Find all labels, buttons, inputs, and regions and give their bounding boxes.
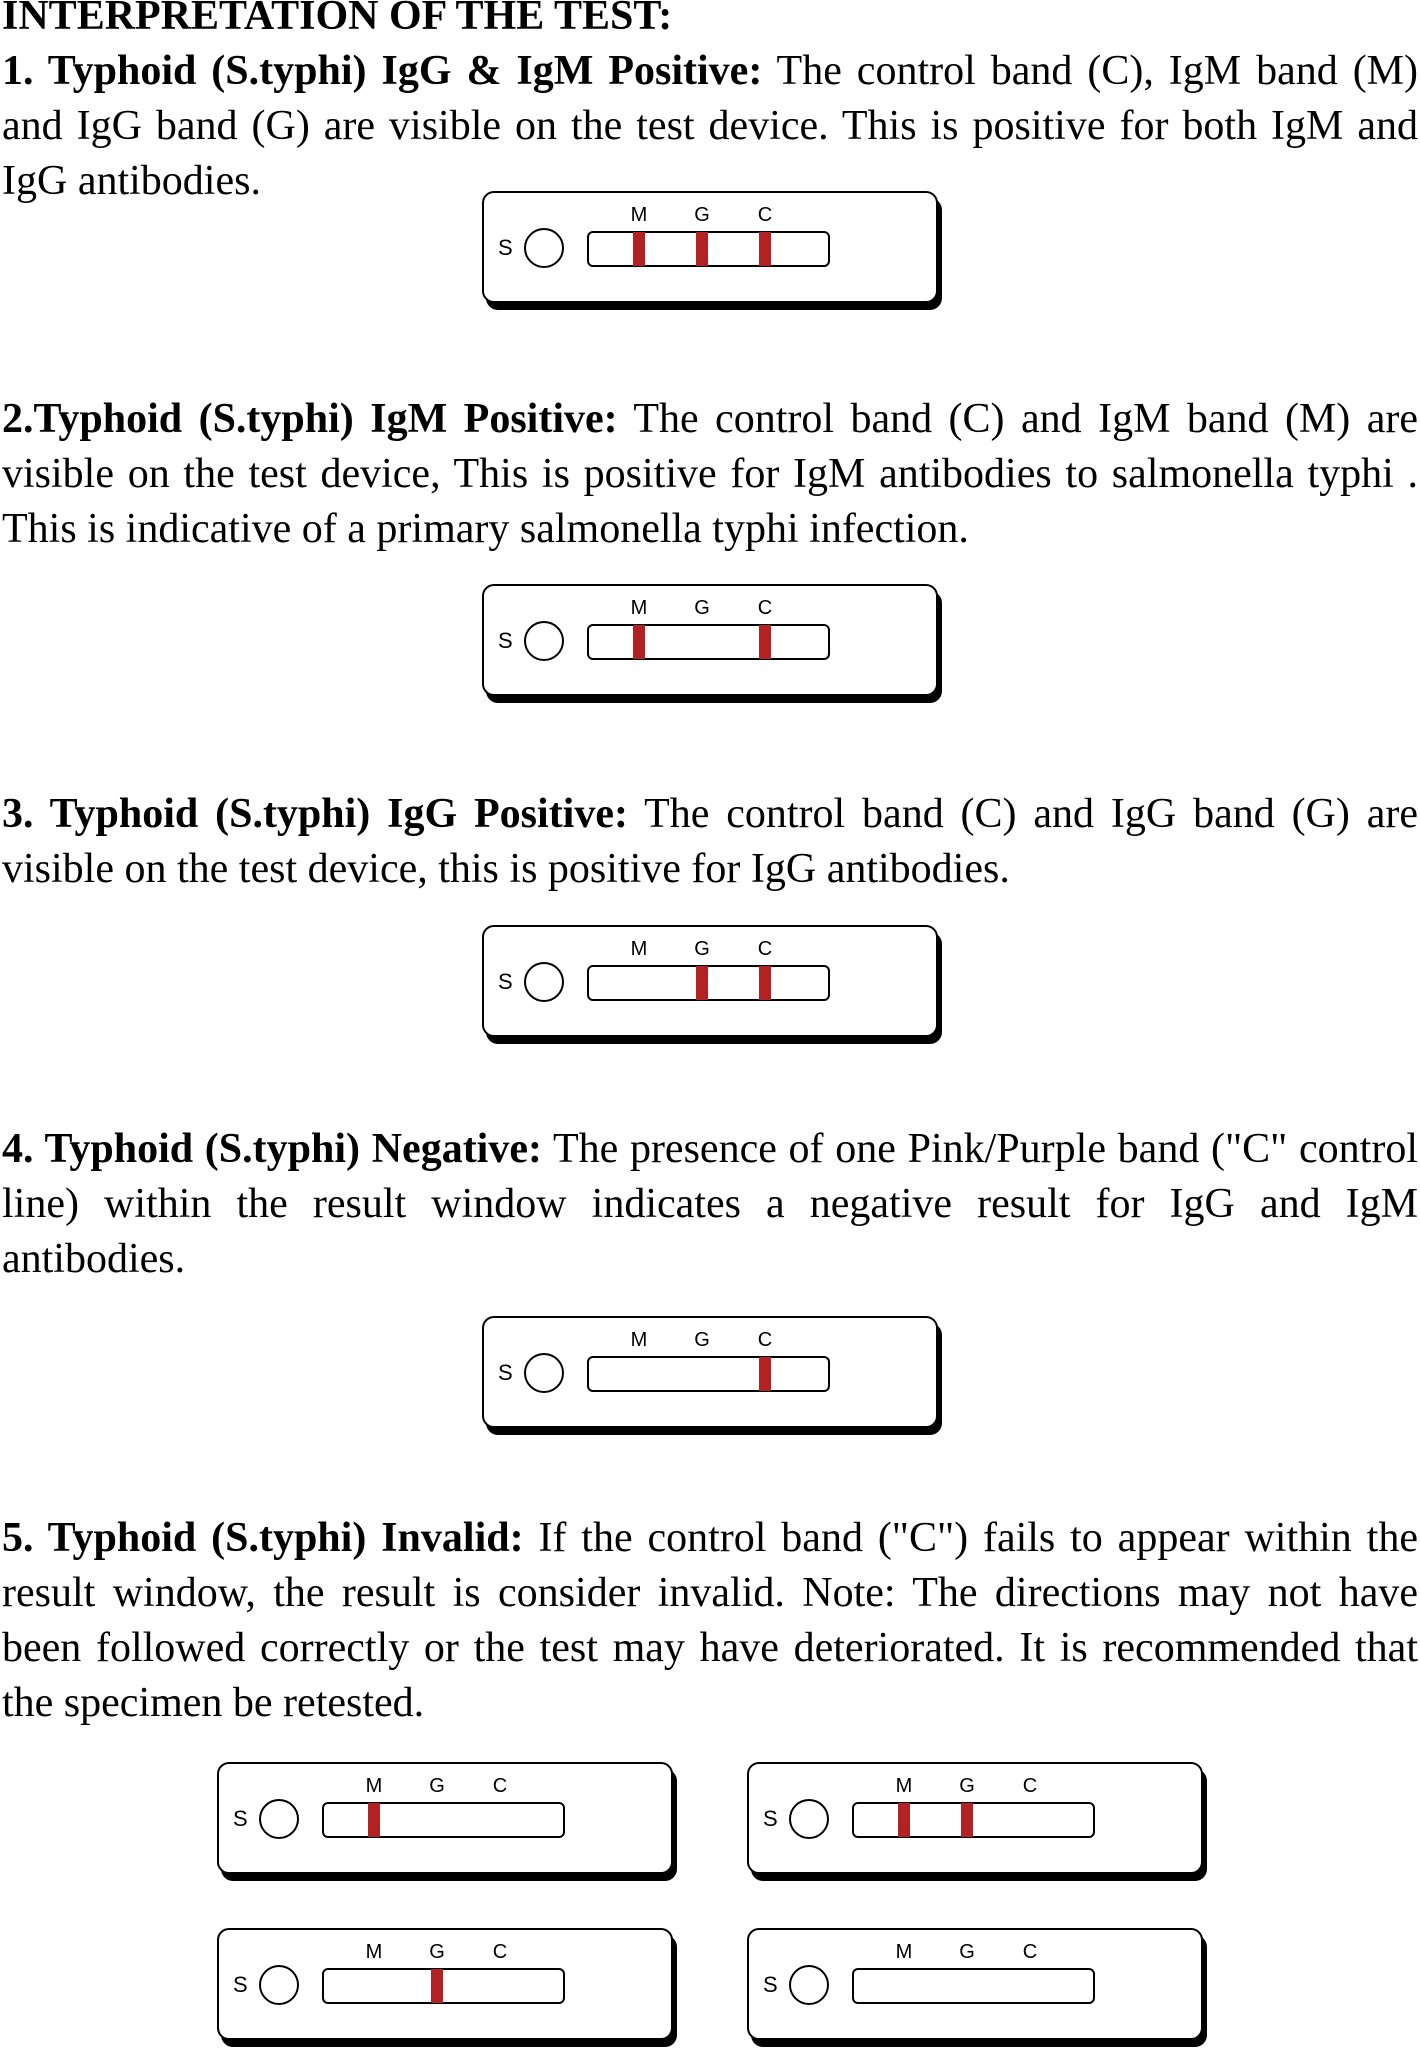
test-cassette xyxy=(747,1762,1203,1874)
section-5-paragraph xyxy=(2,1511,1418,1731)
test-device-4 xyxy=(482,1316,944,1438)
sample-well xyxy=(524,621,564,661)
test-device-2 xyxy=(482,584,944,706)
sample-label: S xyxy=(233,1972,248,1997)
section-5-title: 5. Typhoid (S.typhi) Invalid: xyxy=(2,1515,524,1561)
band-label-c: C xyxy=(1022,1775,1038,1797)
sample-well xyxy=(259,1799,299,1839)
sample-label: S xyxy=(763,1806,778,1831)
test-device-5c xyxy=(217,1928,679,2050)
result-window xyxy=(587,231,830,267)
test-cassette xyxy=(747,1928,1203,2040)
band-label-m: M xyxy=(630,1329,648,1351)
page-heading: INTERPRETATION OF THE TEST: xyxy=(2,0,673,39)
band-m xyxy=(898,1803,910,1837)
test-device-5a xyxy=(217,1762,679,1884)
band-g xyxy=(696,966,708,1000)
band-label-c: C xyxy=(1022,1941,1038,1963)
band-label-m: M xyxy=(895,1941,913,1963)
band-label-c: C xyxy=(757,938,773,960)
sample-well xyxy=(259,1965,299,2005)
band-label-m: M xyxy=(630,597,648,619)
band-g xyxy=(696,232,708,266)
test-cassette xyxy=(217,1762,673,1874)
band-c xyxy=(759,966,771,1000)
band-label-g: G xyxy=(694,1329,710,1351)
section-3-text: The control band (C) and IgG band (G) are visible on the test device, this is positive for IgG antibodies. xyxy=(2,791,1418,892)
band-m xyxy=(368,1803,380,1837)
section-1-paragraph xyxy=(2,44,1418,209)
band-label-c: C xyxy=(492,1775,508,1797)
test-device-1 xyxy=(482,191,944,313)
band-label-g: G xyxy=(694,597,710,619)
band-c xyxy=(759,625,771,659)
band-label-c: C xyxy=(757,1329,773,1351)
result-window xyxy=(852,1802,1095,1838)
band-label-c: C xyxy=(757,597,773,619)
result-window xyxy=(322,1968,565,2004)
section-4-title: 4. Typhoid (S.typhi) Negative: xyxy=(2,1126,542,1172)
result-window xyxy=(587,1356,830,1392)
band-c xyxy=(759,232,771,266)
section-2-title: 2.Typhoid (S.typhi) IgM Positive: xyxy=(2,396,618,442)
sample-well xyxy=(524,962,564,1002)
section-2-paragraph xyxy=(2,392,1418,557)
section-3-paragraph xyxy=(2,787,1418,897)
sample-label: S xyxy=(498,235,513,260)
sample-label: S xyxy=(233,1806,248,1831)
sample-well xyxy=(524,228,564,268)
band-label-g: G xyxy=(959,1941,975,1963)
result-window xyxy=(852,1968,1095,2004)
test-cassette xyxy=(482,191,938,303)
test-cassette xyxy=(482,1316,938,1428)
section-2-text: The control band (C) and IgM band (M) are visible on the test device, This is positive for IgM antibodies to salmonella typhi . This is indicative of a primary salmonella typhi infection. xyxy=(2,396,1418,552)
band-label-g: G xyxy=(694,938,710,960)
band-label-m: M xyxy=(630,204,648,226)
band-c xyxy=(759,1357,771,1391)
test-cassette xyxy=(482,925,938,1037)
test-device-5b xyxy=(747,1762,1209,1884)
section-4-text: The presence of one Pink/Purple band ("C" control line) within the result window indicates a negative result for IgG and IgM antibodies. xyxy=(2,1126,1419,1282)
section-5-text: If the control band ("C") fails to appear within the result window, the result is consider invalid. Note: The directions may not have been followed correctly or the test may have deteriorated. It is recommended that the specimen be retested. xyxy=(2,1515,1418,1726)
band-g xyxy=(961,1803,973,1837)
sample-well xyxy=(524,1353,564,1393)
section-3-title: 3. Typhoid (S.typhi) IgG Positive: xyxy=(2,791,628,837)
band-label-g: G xyxy=(694,204,710,226)
band-label-m: M xyxy=(365,1941,383,1963)
sample-well xyxy=(789,1965,829,2005)
band-m xyxy=(633,625,645,659)
sample-well xyxy=(789,1799,829,1839)
result-window xyxy=(322,1802,565,1838)
band-label-g: G xyxy=(959,1775,975,1797)
sample-label: S xyxy=(498,1360,513,1385)
section-1-text: The control band (C), IgM band (M) and IgG band (G) are visible on the test device. This is positive for both IgM and IgG antibodies. xyxy=(2,48,1419,204)
band-label-g: G xyxy=(429,1775,445,1797)
sample-label: S xyxy=(498,969,513,994)
test-cassette xyxy=(482,584,938,696)
result-window xyxy=(587,965,830,1001)
test-device-5d xyxy=(747,1928,1209,2050)
section-4-paragraph xyxy=(2,1122,1418,1287)
band-label-g: G xyxy=(429,1941,445,1963)
band-label-m: M xyxy=(365,1775,383,1797)
result-window xyxy=(587,624,830,660)
section-1-title: 1. Typhoid (S.typhi) IgG & IgM Positive: xyxy=(2,48,763,94)
test-device-3 xyxy=(482,925,944,1047)
sample-label: S xyxy=(763,1972,778,1997)
band-label-m: M xyxy=(630,938,648,960)
sample-label: S xyxy=(498,628,513,653)
band-m xyxy=(633,232,645,266)
band-g xyxy=(431,1969,443,2003)
band-label-m: M xyxy=(895,1775,913,1797)
band-label-c: C xyxy=(757,204,773,226)
test-cassette xyxy=(217,1928,673,2040)
band-label-c: C xyxy=(492,1941,508,1963)
